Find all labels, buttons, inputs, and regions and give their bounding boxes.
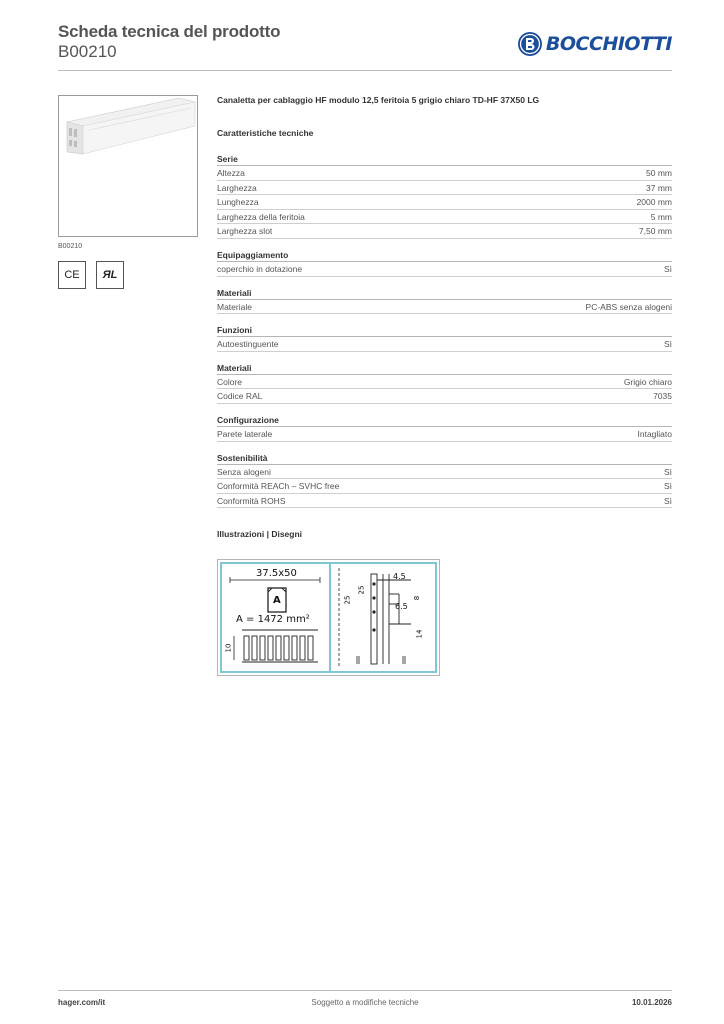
footer-note: Soggetto a modifiche tecniche [311,998,419,1007]
slot-height-label: 10 [224,643,233,653]
section-title: Materiali [217,361,672,375]
technical-drawing [217,559,440,676]
side-profile-icon [331,564,435,672]
drawing-frame [220,562,437,673]
dim-6-5-label: 6.5 [395,602,408,611]
spec-section-funzioni [217,323,672,352]
spec-value: 2000 mm [636,197,672,208]
footer-website-link[interactable]: hager.com/it [58,998,106,1007]
spec-label: Conformità ROHS [217,495,286,506]
spec-value: 7,50 mm [638,226,672,237]
spec-label: Larghezza slot [217,226,273,237]
spec-value: Sì [663,466,672,477]
spec-value: 37 mm [646,182,672,193]
document-title: Scheda tecnica del prodotto [58,22,281,41]
tech-characteristics-title: Caratteristiche tecniche [217,128,314,138]
drawing-size-label: 37.5x50 [256,568,297,579]
brand-name: BOCCHIOTTI [545,33,672,55]
spec-value: Sì [663,481,672,492]
section-area-label: A = 1472 mm² [236,614,310,625]
spec-label: Altezza [217,168,245,178]
footer-divider [58,990,672,991]
dim-8-label: 8 [413,595,422,601]
certification-marks [58,261,124,289]
spec-row [217,494,672,509]
ul-mark-icon: ЯL [96,261,124,289]
spec-label: Parete laterale [217,428,273,439]
section-title: Serie [217,152,672,166]
spec-row [217,300,672,315]
spec-section-materiali-colore [217,361,672,404]
spec-row [217,210,672,225]
ce-mark-icon: CE [58,261,86,289]
spec-row [217,389,672,404]
spec-value: Sì [663,339,672,350]
spec-section-materiali [217,286,672,315]
page-header [58,20,672,68]
spec-value: 50 mm [646,168,672,178]
dim-25b-label: 25 [357,585,366,595]
section-title: Equipaggiamento [217,248,672,262]
spec-label: Larghezza [217,182,257,193]
spec-value: Sì [663,495,672,506]
spec-label: Colore [217,376,243,387]
spec-value: PC-ABS senza alogeni [585,301,672,312]
spec-value: Sì [663,263,672,274]
spec-column [217,95,672,541]
spec-row [217,465,672,480]
spec-section-serie [217,152,672,239]
section-title: Configurazione [217,413,672,427]
spec-label: Autoestinguente [217,339,279,350]
section-title: Materiali [217,286,672,300]
cable-duct-image [59,96,197,236]
spec-row [217,375,672,390]
spec-row [217,427,672,442]
spec-row [217,166,672,181]
dim-25-label: 25 [343,595,352,605]
section-title: Sostenibilità [217,451,672,465]
product-code: B00210 [58,42,117,61]
drawing-section-view [222,564,331,671]
header-divider [58,70,672,71]
spec-label: Materiale [217,301,252,312]
image-caption: B00210 [58,243,83,250]
spec-row [217,479,672,494]
spec-label: Conformità REACh – SVHC free [217,481,340,492]
illustrations-title: Illustrazioni | Disegni [217,529,303,540]
spec-row [217,337,672,352]
dim-4-5-label: 4.5 [393,572,406,581]
spec-label: Codice RAL [217,391,263,402]
spec-section-configurazione [217,413,672,442]
spec-label: Larghezza della feritoia [217,211,305,222]
spec-row [217,195,672,210]
spec-row [217,224,672,239]
footer-date: 10.01.2026 [631,998,672,1007]
spec-row [217,262,672,277]
spec-value: 5 mm [650,211,672,222]
section-letter: A [273,595,281,606]
spec-value: 7035 [653,391,672,402]
brand-logo [517,30,672,58]
spec-value: Grigio chiaro [623,376,672,387]
section-title: Funzioni [217,323,672,337]
spec-row [217,181,672,196]
drawing-side-view [331,564,435,671]
spec-label: Lunghezza [217,197,259,208]
spec-section-equipaggiamento [217,248,672,277]
product-image [58,95,198,237]
dim-14-label: 14 [415,629,424,639]
spec-section-sostenibilita [217,451,672,509]
bocchiotti-logo-icon [517,31,543,57]
spec-label: Senza alogeni [217,466,271,477]
spec-label: coperchio in dotazione [217,263,303,274]
product-title: Canaletta per cablaggio HF modulo 12,5 feritoia 5 grigio chiaro TD-HF 37X50 LG [217,95,540,105]
spec-value: Intagliato [637,428,672,439]
